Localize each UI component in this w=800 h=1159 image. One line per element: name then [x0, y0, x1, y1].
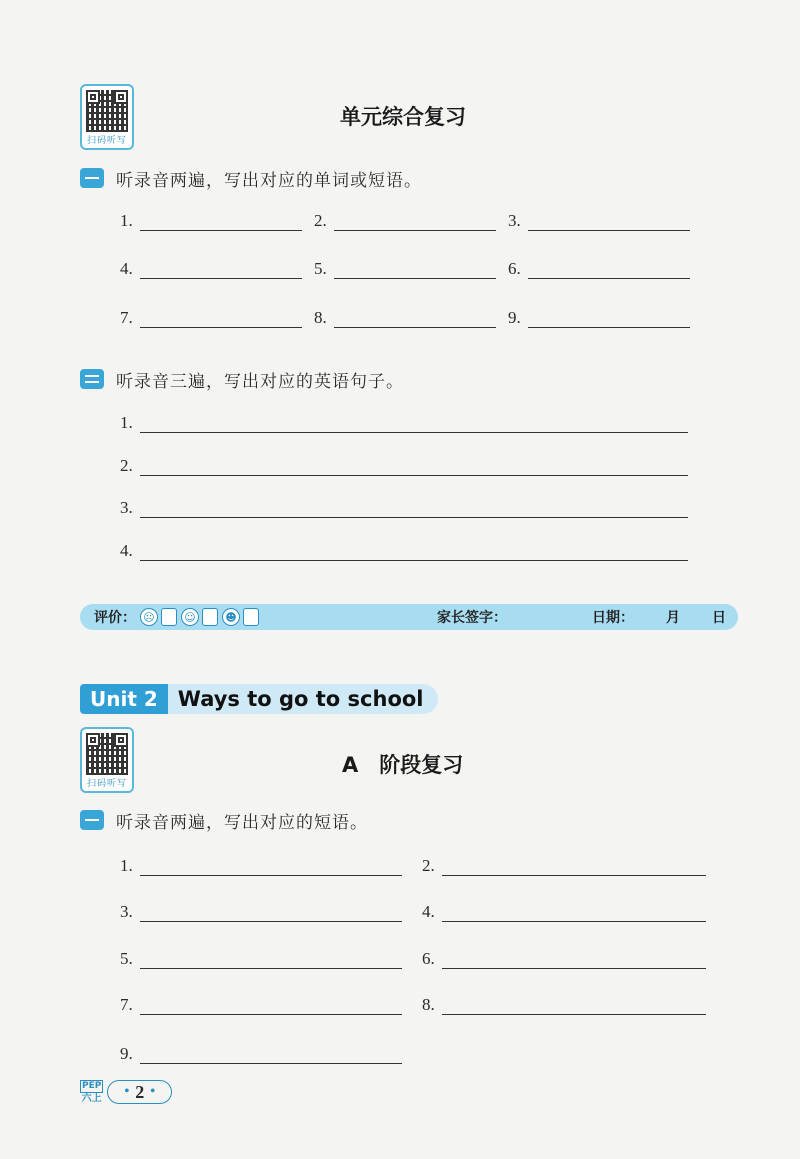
neutral-face-icon: ☺: [181, 608, 199, 626]
phrase-blank[interactable]: 4.: [422, 901, 706, 922]
unit-tag: Unit 2: [80, 684, 168, 714]
qr-code-icon[interactable]: [80, 84, 134, 150]
answer-blank[interactable]: 3.: [508, 210, 690, 231]
rating-checkbox[interactable]: [161, 608, 177, 626]
answer-blank[interactable]: 6.: [508, 258, 690, 279]
answer-blank[interactable]: 7.: [120, 307, 302, 328]
qr-pattern: [86, 90, 128, 132]
evaluation-bar: [80, 604, 738, 630]
qr-label: 扫码听写: [86, 779, 127, 789]
phrase-blank[interactable]: 9.: [120, 1043, 402, 1064]
sentence-blank[interactable]: 2.: [120, 455, 688, 476]
rating-checkbox[interactable]: [202, 608, 218, 626]
qr-pattern: [86, 733, 128, 775]
rating-checkbox[interactable]: [243, 608, 259, 626]
phrase-blank[interactable]: 8.: [422, 994, 706, 1015]
qr-code-icon[interactable]: [80, 727, 134, 793]
section-instruction: 听录音两遍，写出对应的单词或短语。: [116, 170, 422, 191]
section-header-unit: [80, 808, 368, 832]
section-header-2: [80, 367, 404, 391]
edition-badge: [80, 1080, 103, 1104]
day-label: 日: [712, 610, 726, 626]
dot-icon: •: [124, 1084, 130, 1099]
answer-blank[interactable]: 5.: [314, 258, 496, 279]
edition-label: PEP: [82, 1081, 102, 1091]
date-label: 日期：: [592, 610, 634, 626]
unit-title: Ways to go to school: [168, 684, 438, 714]
stage-title: A 阶段复习: [342, 753, 464, 777]
page-number-value: 2: [135, 1081, 145, 1102]
section-header-1: [80, 166, 422, 190]
sentence-blank[interactable]: 3.: [120, 497, 688, 518]
answer-blank[interactable]: 4.: [120, 258, 302, 279]
section-number-tag: [80, 810, 104, 830]
evaluation-label: 评价：: [94, 610, 136, 626]
phrase-blank[interactable]: 5.: [120, 948, 402, 969]
page-title: 单元综合复习: [340, 105, 466, 129]
answer-blank[interactable]: 8.: [314, 307, 496, 328]
sentence-blank[interactable]: 1.: [120, 412, 688, 433]
section-tag-mark: [85, 375, 99, 383]
sentence-blank[interactable]: 4.: [120, 540, 688, 561]
answer-blank[interactable]: 2.: [314, 210, 496, 231]
section-instruction: 听录音三遍，写出对应的英语句子。: [116, 371, 404, 392]
answer-blank[interactable]: 9.: [508, 307, 690, 328]
phrase-blank[interactable]: 1.: [120, 855, 402, 876]
phrase-blank[interactable]: 2.: [422, 855, 706, 876]
signature-label: 家长签字：: [437, 610, 507, 626]
section-instruction: 听录音两遍，写出对应的短语。: [116, 812, 368, 833]
section-number-tag: [80, 168, 104, 188]
answer-blank[interactable]: 1.: [120, 210, 302, 231]
sad-face-icon: ☹: [140, 608, 158, 626]
unit-header: [80, 684, 438, 714]
phrase-blank[interactable]: 3.: [120, 901, 402, 922]
page-number: [107, 1080, 172, 1104]
month-label: 月: [666, 610, 680, 626]
qr-label: 扫码听写: [86, 136, 127, 146]
section-number-tag: [80, 369, 104, 389]
page-footer: [80, 1080, 172, 1104]
dot-icon: •: [150, 1084, 156, 1099]
section-tag-mark: [85, 177, 99, 179]
phrase-blank[interactable]: 7.: [120, 994, 402, 1015]
happy-face-icon: ☻: [222, 608, 240, 626]
section-tag-mark: [85, 819, 99, 821]
grade-label: 六上: [81, 1093, 102, 1104]
phrase-blank[interactable]: 6.: [422, 948, 706, 969]
